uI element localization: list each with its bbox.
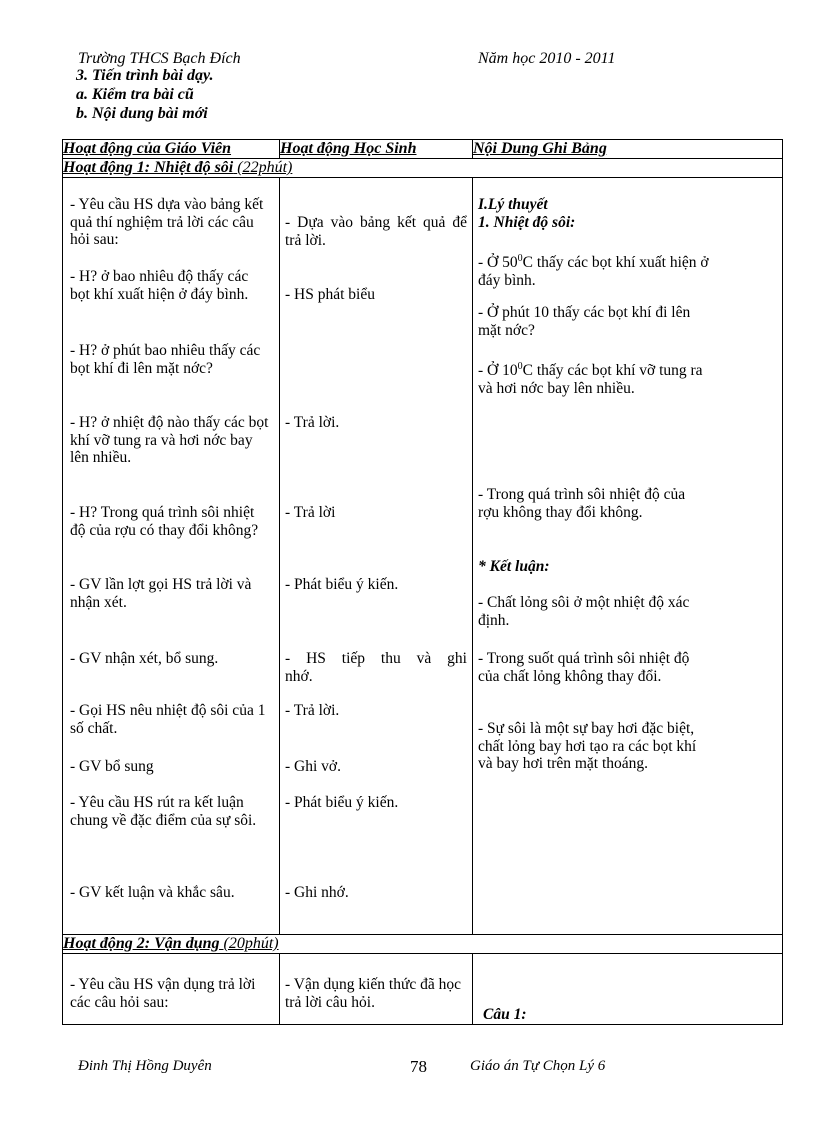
board-item: - Sự sôi là một sự bay hơi đặc biệt, chất lỏng bay hơi tạo ra các bọt khí và bay hơi trên mặt thoáng.	[478, 720, 697, 772]
student-item: - Ghi vở.	[285, 758, 341, 775]
board-item: - Trong suốt quá trình sôi nhiệt độ của chất lỏng không thay đổi.	[478, 650, 690, 685]
activity2-content-row	[63, 954, 783, 1025]
board-item-text: - Ở 10	[478, 362, 518, 380]
activity2-board-cell	[473, 954, 783, 1025]
student-item: - Dựa vào bảng kết quả để trả lời.	[285, 214, 467, 249]
activity2-student-cell	[280, 954, 473, 1025]
board-heading-theory: I.Lý thuyết	[478, 196, 548, 213]
activity2-duration: (20phút)	[223, 935, 279, 952]
board-item	[478, 250, 710, 289]
teacher-item: - GV bổ sung	[70, 758, 154, 775]
student-item: - Trả lời	[285, 504, 336, 521]
student-item: - Trả lời.	[285, 702, 340, 719]
board-item-text: C thấy các bọt khí xuất hiện ở đáy bình.	[478, 254, 709, 289]
board-item	[478, 358, 710, 397]
teacher-item: - H? Trong quá trình sôi nhiệt độ của rợu có thay đổi không?	[70, 504, 259, 539]
page-number: 78	[410, 1057, 427, 1076]
board-item-text: C thấy các bọt khí vỡ tung ra và hơi nớc bay lên nhiều.	[478, 362, 703, 397]
activity2-title: Hoạt động 2: Vận dụng	[63, 935, 220, 952]
column-header-board: Nội Dung Ghi Bảng	[473, 140, 783, 159]
activity2-teacher-cell	[63, 954, 280, 1025]
activity2-header-row	[63, 935, 783, 954]
teacher-item: - Yêu cầu HS dựa vào bảng kết quả thí nghiệm trả lời các câu hỏi sau:	[70, 196, 264, 248]
board-item: - Trong quá trình sôi nhiệt độ của rợu không thay đổi không.	[478, 486, 686, 521]
column-header-student: Hoạt động Học Sinh	[280, 140, 473, 159]
board-heading-conclusion: * Kết luận:	[478, 558, 550, 575]
teacher-item: - H? ở phút bao nhiêu thấy các bọt khí đi lên mặt nớc?	[70, 342, 261, 377]
activity1-teacher-cell	[63, 178, 280, 935]
activity1-title-cell	[63, 159, 783, 178]
activity1-board-cell	[473, 178, 783, 935]
student-item: - Vận dụng kiến thức đã học trả lời câu hỏi.	[285, 976, 461, 1011]
teacher-item: - GV nhận xét, bổ sung.	[70, 650, 219, 667]
lesson-plan-table	[62, 139, 783, 1025]
activity1-student-cell	[280, 178, 473, 935]
footer-subject: Giáo án Tự Chọn Lý 6	[470, 1058, 606, 1074]
table-header-row	[63, 140, 783, 159]
board-heading-boiling-point: 1. Nhiệt độ sôi:	[478, 214, 576, 231]
header-school-year: Năm học 2010 - 2011	[478, 50, 616, 67]
board-question-1: Câu 1:	[483, 1006, 527, 1023]
activity1-duration: (22phút)	[237, 159, 293, 176]
header-school: Trường THCS Bạch Đích	[78, 50, 241, 67]
degree-superscript: 0	[517, 253, 523, 264]
teacher-item: - H? ở bao nhiêu độ thấy các bọt khí xuất hiện ở đáy bình.	[70, 268, 249, 303]
teacher-item: - Yêu cầu HS rút ra kết luận chung về đặc điểm của sự sôi.	[70, 794, 257, 829]
teacher-item: - GV kết luận và khắc sâu.	[70, 884, 235, 901]
activity2-title-cell	[63, 935, 783, 954]
activity1-header-row	[63, 159, 783, 178]
footer-author: Đinh Thị Hồng Duyên	[78, 1058, 212, 1074]
section-heading-new-content: b. Nội dung bài mới	[76, 105, 208, 122]
section-heading-review: a. Kiểm tra bài cũ	[76, 86, 194, 103]
degree-superscript: 0	[517, 361, 523, 372]
teacher-item: - H? ở nhiệt độ nào thấy các bọt khí vỡ tung ra và hơi nớc bay lên nhiều.	[70, 414, 269, 466]
activity1-content-row	[63, 178, 783, 935]
student-item: - Phát biểu ý kiến.	[285, 794, 399, 811]
column-header-teacher: Hoạt động của Giáo Viên	[63, 140, 280, 159]
student-item: - Phát biểu ý kiến.	[285, 576, 399, 593]
teacher-item: - Yêu cầu HS vận dụng trả lời các câu hỏi sau:	[70, 976, 256, 1011]
student-item: - Trả lời.	[285, 414, 340, 431]
section-heading-lesson-progress: 3. Tiến trình bài dạy.	[76, 67, 214, 84]
student-item: - HS tiếp thu và ghi nhớ.	[285, 650, 467, 685]
board-item-text: - Ở 50	[478, 254, 518, 272]
board-item: - Ở phút 10 thấy các bọt khí đi lên mặt nớc?	[478, 304, 691, 339]
student-item: - Ghi nhớ.	[285, 884, 349, 901]
board-item: - Chất lỏng sôi ở một nhiệt độ xác định.	[478, 594, 690, 629]
teacher-item: - Gọi HS nêu nhiệt độ sôi của 1 số chất.	[70, 702, 266, 737]
student-item: - HS phát biểu	[285, 286, 375, 303]
activity1-title: Hoạt động 1: Nhiệt độ sôi	[63, 159, 234, 176]
teacher-item: - GV lần lợt gọi HS trả lời và nhận xét.	[70, 576, 252, 611]
